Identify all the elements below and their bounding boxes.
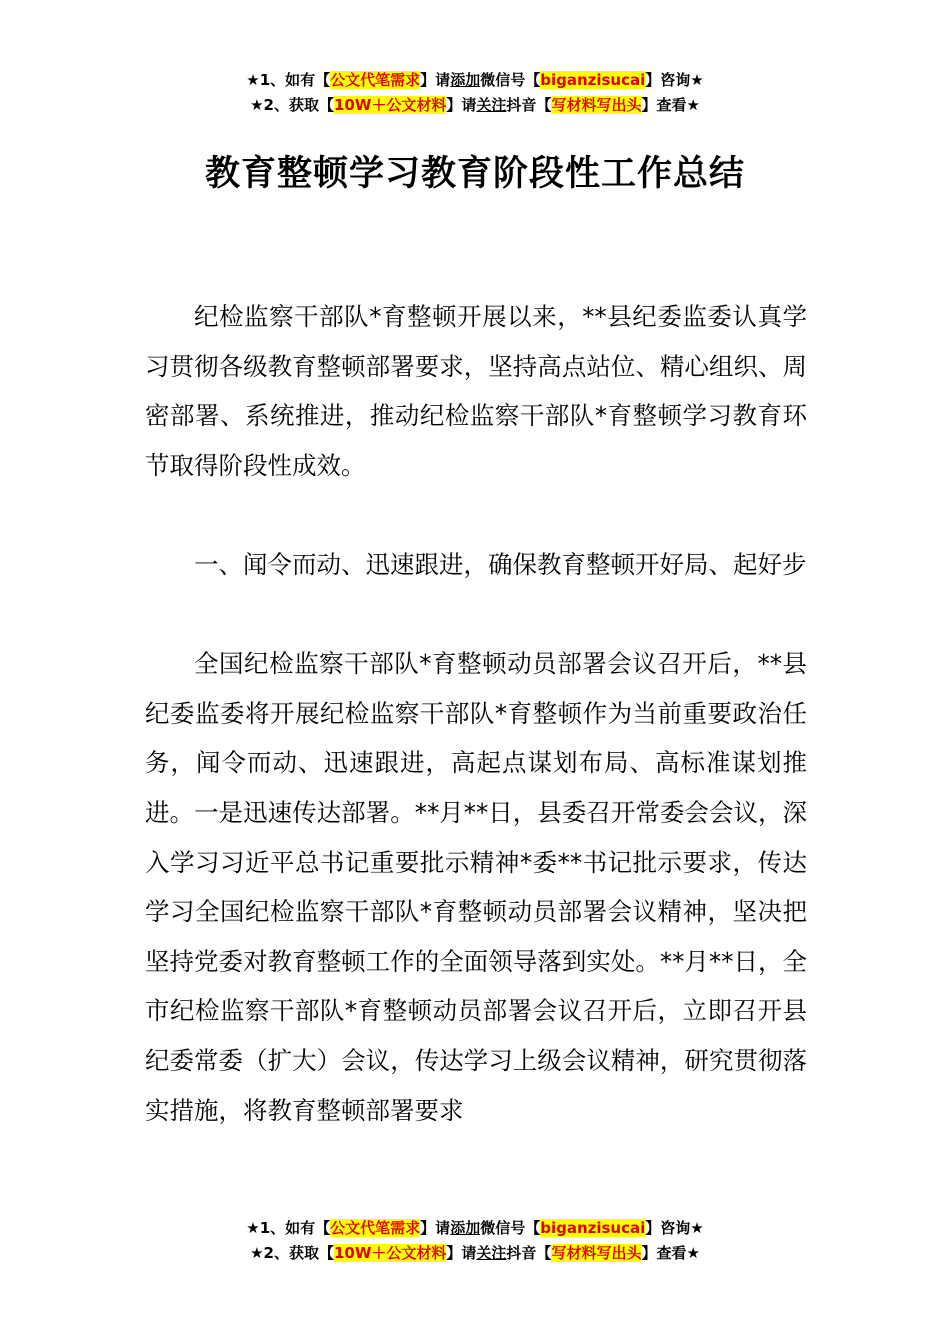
banner-line-1: ★1、如有【公文代笔需求】请添加微信号【biganzisucai】咨询★ xyxy=(246,1219,704,1237)
highlight-douyin: 写材料写出头 xyxy=(551,96,642,114)
highlight-wechat-id: biganzisucai xyxy=(540,1219,646,1237)
banner-line-2: ★2、获取【10W＋公文材料】请关注抖音【写材料写出头】查看★ xyxy=(250,1244,700,1262)
highlight-service: 公文代笔需求 xyxy=(330,71,421,89)
highlight-materials: 10W＋公文材料 xyxy=(333,96,447,114)
top-banner xyxy=(0,68,950,118)
highlight-wechat-id: biganzisucai xyxy=(540,71,646,89)
highlight-materials: 10W＋公文材料 xyxy=(333,1244,447,1262)
page-title: 教育整顿学习教育阶段性工作总结 xyxy=(204,154,745,194)
banner-line-1: ★1、如有【公文代笔需求】请添加微信号【biganzisucai】咨询★ xyxy=(246,71,704,89)
highlight-service: 公文代笔需求 xyxy=(330,1219,421,1237)
banner-line-2: ★2、获取【10W＋公文材料】请关注抖音【写材料写出头】查看★ xyxy=(250,96,700,114)
bottom-banner xyxy=(0,1216,950,1266)
paragraph-section-1: 全国纪检监察干部队*育整顿动员部署会议召开后，**县纪委监委将开展纪检监察干部队*育整顿作为当前重要政治任务，闻令而动、迅速跟进，高起点谋划布局、高标准谋划推进。一是迅速传达部署。**月**日，县委召开常委会会议，深入学习习近平总书记重要批示精神*委**书记批示要求，传达学习全国纪检监察干部队*育整顿动员部署会议精神，坚决把坚持党委对教育整顿工作的全面领导落到实处。**月**日，全市纪检监察干部队*育整顿动员部署会议召开后，立即召开县纪委常委（扩大）会议，传达学习上级会议精神，研究贯彻落实措施，将教育整顿部署要求 xyxy=(145,649,807,1125)
document-body xyxy=(145,292,807,1135)
section-heading-1: 一、闻令而动、迅速跟进，确保教育整顿开好局、起好步 xyxy=(194,549,807,579)
paragraph-intro: 纪检监察干部队*育整顿开展以来，**县纪委监委认真学习贯彻各级教育整顿部署要求，坚持高点站位、精心组织、周密部署、系统推进，推动纪检监察干部队*育整顿学习教育环节取得阶段性成效。 xyxy=(145,302,807,480)
highlight-douyin: 写材料写出头 xyxy=(551,1244,642,1262)
